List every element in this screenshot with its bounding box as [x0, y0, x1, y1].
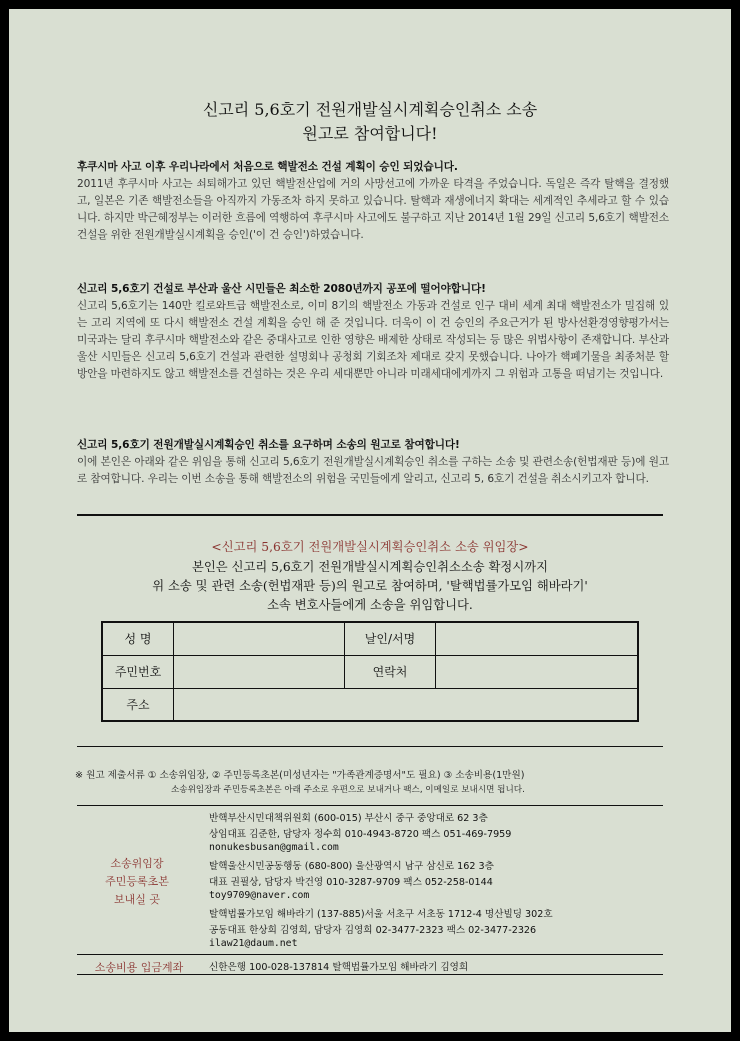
power-line-1: 본인은 신고리 5,6호기 전원개발실시계획승인취소소송 확정시까지: [192, 560, 548, 574]
paragraph-1-body: 2011년 후쿠시마 사고는 쇠퇴해가고 있던 핵발전산업에 거의 사망선고에 가까운 타격을 주었습니다. 독일은 즉각 탈핵을 결정했고, 일본은 기존 핵발전소들을 아직까지 가동조차 하지 못하고 있습니다. 탈핵과 재생에너지 확대는 세계적인 추세라고 할 수 있습니다. 하지만 박근혜정부는 이러한 흐름에 역행하여 후쿠시마 사고에도 불구하고 지난 2014년 1월 29일 신고리 5,6호기 핵발전소 건설을 위한 전원개발실시계획을 승인('이 건 승인')하였습니다.: [77, 177, 669, 241]
address-line: 반핵부산시민대책위원회 (600-015) 부산시 중구 중앙대로 62 3층: [209, 813, 488, 824]
address-field[interactable]: [174, 688, 639, 721]
title-line-1: 신고리 5,6호기 전원개발실시계획승인취소 소송: [202, 100, 538, 119]
paragraph-1: [77, 159, 669, 244]
id-number-label: 주민번호: [102, 655, 174, 688]
send-label-2: 주민등록초본: [105, 875, 169, 888]
address-line: 상임대표 김준한, 담당자 정수희 010-4943-8720 팩스 051-469-7959: [209, 829, 512, 840]
address-label: 주소: [102, 688, 174, 721]
address-line: 탈핵울산시민공동행동 (680-800) 울산광역시 남구 삼신로 162 3층: [209, 861, 494, 872]
paragraph-2: [77, 281, 669, 382]
send-label-3: 보내실 곳: [113, 893, 160, 906]
power-line-3: 소속 변호사들에게 소송을 위임합니다.: [267, 598, 473, 612]
send-label-1: 소송위임장: [110, 857, 164, 870]
address-line: 탈핵법률가모임 해바라기 (137-885)서울 서초구 서초동 1712-4 명산빌딩 302호: [209, 909, 553, 920]
id-number-field[interactable]: [174, 655, 345, 688]
fee-label: 소송비용 입금계좌: [94, 961, 184, 974]
name-label: 성 명: [102, 622, 174, 655]
email-link[interactable]: nonukesbusan@gmail.com: [209, 842, 339, 853]
email-link[interactable]: ilaw21@daum.net: [209, 938, 298, 949]
document-page: [9, 9, 731, 1032]
paragraph-1-heading: 후쿠시마 사고 이후 우리나라에서 처음으로 핵발전소 건설 계획이 승인 되었습니다.: [77, 161, 458, 173]
title-line-2: 원고로 참여합니다!: [302, 124, 438, 143]
paragraph-3: [77, 437, 669, 488]
contact-field[interactable]: [436, 655, 639, 688]
power-line-2: 위 소송 및 관련 소송(헌법재판 등)의 원고로 참여하며, '탈핵법률가모임 해바라기': [152, 579, 588, 593]
section-divider-top: [77, 514, 663, 516]
name-field[interactable]: [174, 622, 345, 655]
seal-label: 날인/서명: [345, 622, 436, 655]
address-table-top-rule: [77, 805, 663, 806]
address-line: 공동대표 한상희 김영희, 담당자 김영희 02-3477-2323 팩스 02-3477-2326: [209, 925, 537, 936]
address-line: 대표 권필상, 담당자 박건영 010-3287-9709 팩스 052-258-0144: [209, 877, 493, 888]
paragraph-3-heading: 신고리 5,6호기 전원개발실시계획승인 취소를 요구하며 소송의 원고로 참여합니다!: [77, 439, 460, 451]
documents-note: ※ 원고 제출서류 ① 소송위임장, ② 주민등록초본(미성년자는 "가족관계증명서"도 필요) ③ 소송비용(1만원): [75, 770, 525, 781]
contact-label: 연락처: [345, 655, 436, 688]
fee-account: 신한은행 100-028-137814 탈핵법률가모임 해바라기 김영희: [209, 962, 469, 973]
plaintiff-form: [101, 621, 639, 722]
paragraph-2-body: 신고리 5,6호기는 140만 킬로와트급 핵발전소로, 이미 8기의 핵발전소 가동과 건설로 인구 대비 세계 최대 핵발전소가 밀집해 있는 고리 지역에 또 다시 핵발전소 건설 계획을 승인 해 준 것입니다. 더욱이 이 건 승인의 주요근거가 된 방사선환경영향평가서는 미국과는 달리 후쿠시마 핵발전소와 같은 중대사고로 인한 영향은 배제한 상태로 작성되는 등 많은 위법사항이 존재합니다. 부산과 울산 시민들은 신고리 5,6호기 건설과 관련한 설명회나 공청회 기회조차 제대로 갖지 못했습니다. 나아가 핵폐기물을 최종처분 할 방안을 마련하지도 않고 핵발전소를 건설하는 것은 우리 세대뿐만 아니라 미래세대에게까지 그 위험과 고통을 떠넘기는 것입니다.: [77, 299, 669, 380]
seal-field[interactable]: [436, 622, 639, 655]
email-link[interactable]: toy9709@naver.com: [209, 890, 310, 901]
paragraph-3-body: 이에 본인은 아래와 같은 위임을 통해 신고리 5,6호기 전원개발실시계획승인 취소를 구하는 소송 및 관련소송(헌법재판 등)에 원고로 참여합니다. 우리는 이번 소송을 통해 핵발전소의 위험을 국민들에게 알리고, 신고리 5, 6호기 건설을 취소시키고자 합니다.: [77, 455, 669, 485]
paragraph-2-heading: 신고리 5,6호기 건설로 부산과 울산 시민들은 최소한 2080년까지 공포에 떨어야합니다!: [77, 283, 486, 295]
submission-note: 소송위임장과 주민등록초본은 아래 주소로 우편으로 보내거나 팩스, 이메일로 보내시면 됩니다.: [171, 785, 525, 795]
address-table-mid-rule: [77, 954, 663, 955]
section-divider-bottom: [77, 746, 663, 747]
power-of-attorney-heading: <신고리 5,6호기 전원개발실시계획승인취소 소송 위임장>: [211, 540, 529, 554]
address-table-bottom-rule: [77, 974, 663, 975]
